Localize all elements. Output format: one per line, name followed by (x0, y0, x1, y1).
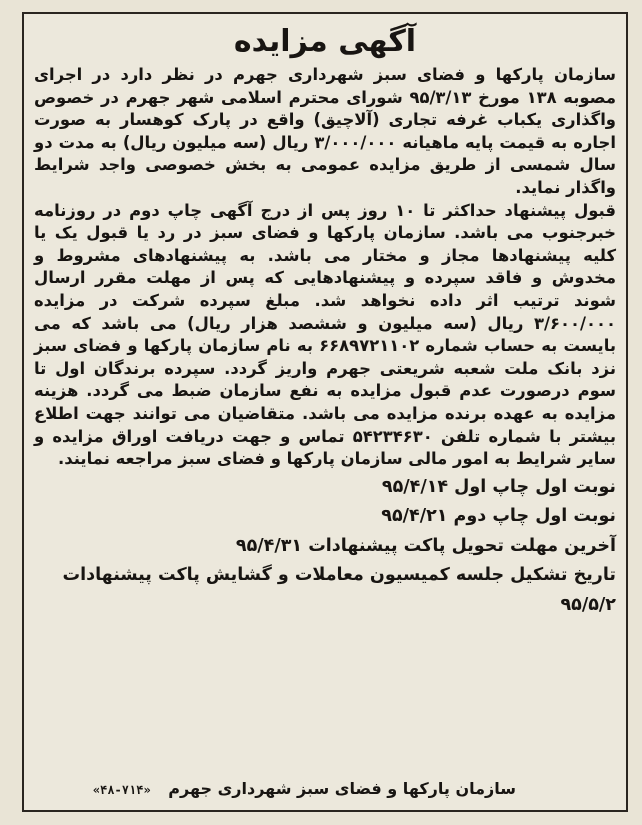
schedule-deadline: آخرین مهلت تحویل پاکت پیشنهادات ۹۵/۴/۳۱ (235, 535, 616, 556)
notice-title: آگهی مزایده (233, 24, 417, 59)
signature-organization: سازمان پارکها و فضای سبز شهرداری جهرم (168, 779, 516, 798)
notice-schedule (34, 473, 616, 621)
schedule-first-print: نوبت اول چاپ اول ۹۵/۴/۱۴ (381, 476, 616, 497)
notice-paragraph-intro: سازمان پارکها و فضای سبز شهرداری جهرم در نظر دارد در اجرای مصوبه ۱۳۸ مورخ ۹۵/۳/۱۳ شورای محترم اسلامی شهر جهرم در خصوص واگذاری یکباب غرفه تجاری (آلاچیق) واقع در پارک کوهسار به صورت اجاره به قیمت پایه ماهیانه ۳/۰۰۰/۰۰۰ ریال (سه میلیون ریال) به مدت دو سال شمسی از طریق مزایده عمومی به بخش خصوصی واجد شرایط واگذار نماید. (34, 65, 616, 197)
auction-notice (24, 20, 626, 620)
notice-signature (93, 779, 516, 798)
schedule-commission-date: ۹۵/۵/۲ (560, 594, 616, 615)
notice-body (34, 64, 616, 471)
notice-code: «۷۱۴-۴۸» (92, 783, 151, 797)
schedule-second-print: نوبت اول چاپ دوم ۹۵/۴/۲۱ (381, 506, 616, 527)
schedule-commission: تاریخ تشکیل جلسه کمیسیون معاملات و گشایش پاکت پیشنهادات (62, 565, 616, 586)
notice-paragraph-conditions: قبول پیشنهاد حداکثر تا ۱۰ روز پس از درج آگهی چاپ دوم در روزنامه خبرجنوب می باشد. سازمان پارکها و فضای سبز در رد یا قبول یک یا کلیه پیشنهادها مجاز و مختار می باشد. به پیشنهادهای مشروط و مخدوش و فاقد سپرده و پیشنهادهایی که پس از مهلت مقرر ارسال شوند ترتیب اثر داده نخواهد شد. مبلغ سپرده شرکت در مزایده ۳/۶۰۰/۰۰۰ ریال (سه میلیون و ششصد هزار ریال) می باشد که می بایست به حساب شماره ۶۶۸۹۷۲۱۱۰۲ به نام سازمان پارکها و فضای سبز نزد بانک ملت شعبه شریعتی جهرم واریز گردد. سپرده برندگان اول تا سوم درصورت عدم قبول مزایده به نفع سازمان ضبط می گردد. هزینه مزایده به عهده برنده مزایده می باشد. متقاضیان می توانند جهت اطلاع بیشتر با شماره تلفن ۵۴۲۳۴۶۳۰ تماس و جهت دریافت اوراق مزایده و سایر شرایط به امور مالی سازمان پارکها و فضای سبز مراجعه نمایند. (34, 200, 617, 469)
notice-frame (22, 12, 628, 812)
